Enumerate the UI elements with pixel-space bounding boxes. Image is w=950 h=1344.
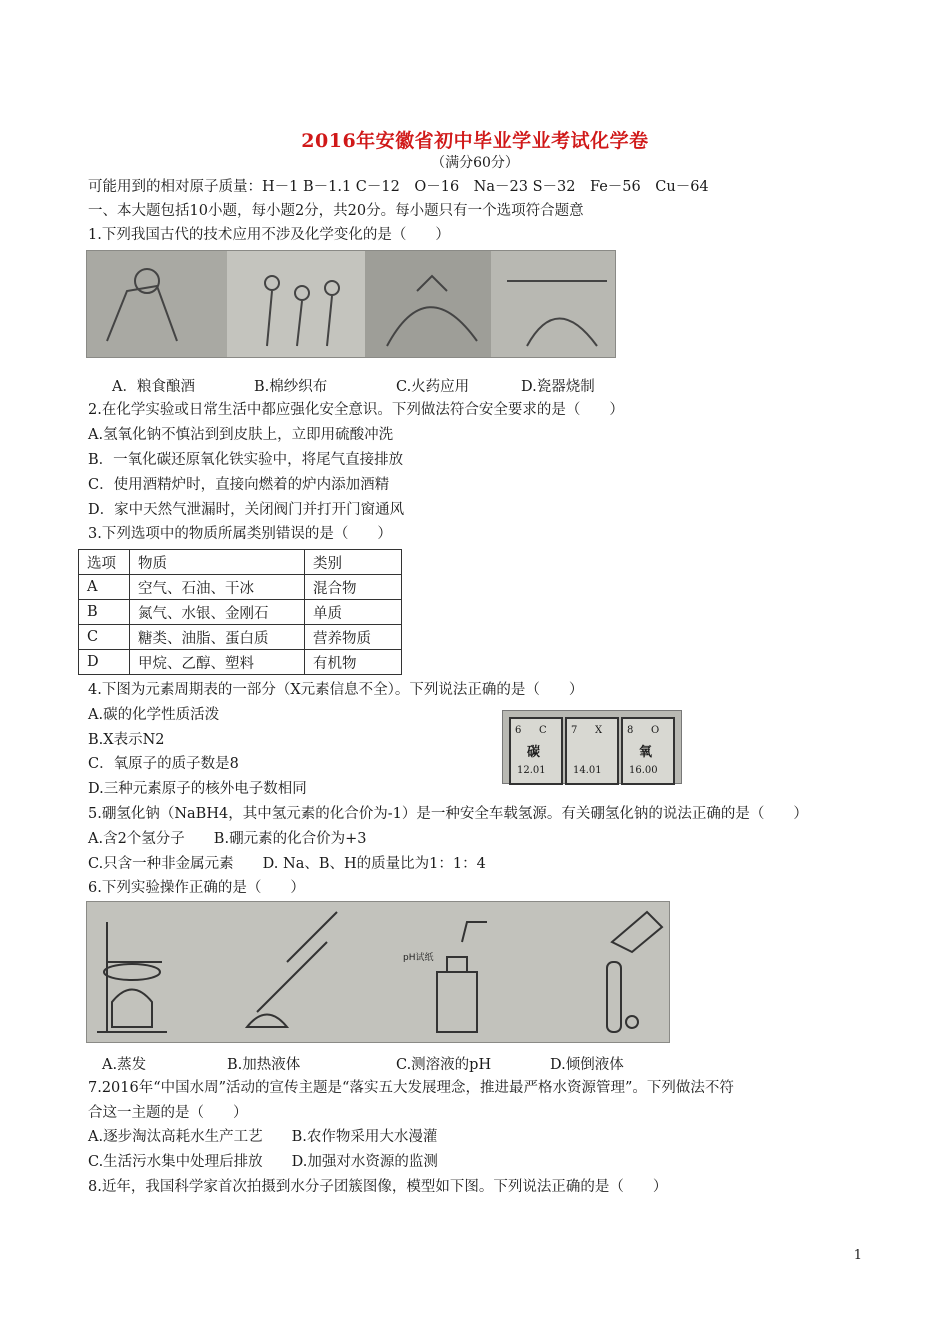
q7-stem-line2: 合这一主题的是（ ） bbox=[88, 1105, 248, 1121]
element-cell-carbon bbox=[509, 717, 563, 785]
q4-option-b: B.X表示N2 bbox=[88, 732, 165, 748]
element-name: 氧 bbox=[639, 745, 653, 760]
page-number: 1 bbox=[853, 1248, 862, 1263]
table-cell: D bbox=[79, 650, 130, 675]
q7-options-ab: A.逐步淘汰高耗水生产工艺 B.农作物采用大水漫灌 bbox=[88, 1129, 438, 1145]
table-cell: 氮气、水银、金刚石 bbox=[130, 600, 305, 625]
table-cell: 甲烷、乙醇、塑料 bbox=[130, 650, 305, 675]
q2-stem: 2.在化学实验或日常生活中都应强化安全意识。下列做法符合安全要求的是（ ） bbox=[88, 402, 624, 418]
q6-illustration bbox=[86, 901, 670, 1043]
q3-stem: 3.下列选项中的物质所属类别错误的是（ ） bbox=[88, 526, 392, 542]
q6-option-c: C.测溶液的pH bbox=[396, 1057, 492, 1073]
table-cell: 混合物 bbox=[305, 575, 402, 600]
table-cell: 有机物 bbox=[305, 650, 402, 675]
table-cell: C bbox=[79, 625, 130, 650]
section-heading: 一、本大题包括10小题，每小题2分，共20分。每小题只有一个选项符合题意 bbox=[88, 203, 584, 219]
table-cell: 空气、石油、干冰 bbox=[130, 575, 305, 600]
element-symbol: O bbox=[651, 725, 660, 736]
table-cell: 单质 bbox=[305, 600, 402, 625]
table-cell: 营养物质 bbox=[305, 625, 402, 650]
element-symbol: C bbox=[539, 725, 547, 736]
element-cell-oxygen bbox=[621, 717, 675, 785]
q7-stem-line1: 7.2016年“中国水周”活动的宣传主题是“落实五大发展理念，推进最严格水资源管理”。下列做法不符 bbox=[88, 1080, 734, 1096]
atomic-mass: 14.01 bbox=[573, 765, 602, 776]
q6-stem: 6.下列实验操作正确的是（ ） bbox=[88, 880, 305, 896]
q5-stem: 5.硼氢化钠（NaBH4，其中氢元素的化合价为-1）是一种安全车载氢源。有关硼氢化钠的说法正确的是（ ） bbox=[88, 806, 808, 822]
table-header-row bbox=[79, 550, 402, 575]
exam-subtitle: （满分60分） bbox=[431, 155, 519, 171]
atomic-number: 6 bbox=[515, 725, 522, 736]
q2-option-c: C．使用酒精炉时，直接向燃着的炉内添加酒精 bbox=[88, 477, 390, 493]
q1-option-c: C.火药应用 bbox=[396, 379, 470, 395]
table-row bbox=[79, 650, 402, 675]
q1-option-b: B.棉纱织布 bbox=[254, 379, 328, 395]
q4-option-d: D.三种元素原子的核外电子数相同 bbox=[88, 781, 307, 797]
table-cell: 糖类、油脂、蛋白质 bbox=[130, 625, 305, 650]
table-header-cell: 物质 bbox=[130, 550, 305, 575]
atomic-masses: 可能用到的相对原子质量：H－1 B－1.1 C－12 O－16 Na－23 S－32 Fe－56 Cu－64 bbox=[88, 179, 709, 195]
q3-table bbox=[78, 549, 402, 675]
q6-option-b: B.加热液体 bbox=[227, 1057, 301, 1073]
table-header-cell: 选项 bbox=[79, 550, 130, 575]
q4-option-c: C．氧原子的质子数是8 bbox=[88, 756, 239, 772]
atomic-number: 7 bbox=[571, 725, 578, 736]
q2-option-d: D．家中天然气泄漏时，关闭阀门并打开门窗通风 bbox=[88, 502, 405, 518]
element-cell-x bbox=[565, 717, 619, 785]
q4-stem: 4.下图为元素周期表的一部分（X元素信息不全）。下列说法正确的是（ ） bbox=[88, 682, 584, 698]
q1-option-a: A．粮食酿酒 bbox=[112, 379, 195, 395]
table-row bbox=[79, 600, 402, 625]
q1-option-d: D.瓷器烧制 bbox=[521, 379, 595, 395]
table-row bbox=[79, 625, 402, 650]
table-cell: A bbox=[79, 575, 130, 600]
q2-option-a: A.氢氧化钠不慎沾到到皮肤上，立即用硫酸冲洗 bbox=[88, 427, 394, 443]
q5-options-cd: C.只含一种非金属元素 D. Na、B、H的质量比为1：1：4 bbox=[88, 856, 486, 872]
ph-paper-label: pH试纸 bbox=[403, 953, 434, 963]
table-cell: B bbox=[79, 600, 130, 625]
q6-option-a: A.蒸发 bbox=[102, 1057, 147, 1073]
element-name: 碳 bbox=[527, 745, 541, 760]
q5-options-ab: A.含2个氢分子 B.硼元素的化合价为+3 bbox=[88, 831, 367, 847]
exam-title: 2016年安徽省初中毕业学业考试化学卷 bbox=[301, 130, 649, 152]
q6-option-d: D.倾倒液体 bbox=[550, 1057, 624, 1073]
q1-illustration bbox=[86, 250, 616, 358]
table-header-cell: 类别 bbox=[305, 550, 402, 575]
q1-scenes-graphic bbox=[87, 251, 615, 357]
q7-options-cd: C.生活污水集中处理后排放 D.加强对水资源的监测 bbox=[88, 1154, 438, 1170]
element-symbol: X bbox=[595, 725, 603, 736]
q8-stem: 8.近年，我国科学家首次拍摄到水分子团簇图像，模型如下图。下列说法正确的是（ ） bbox=[88, 1179, 668, 1195]
table-row bbox=[79, 575, 402, 600]
periodic-table-fragment bbox=[502, 710, 682, 784]
atomic-mass: 16.00 bbox=[629, 765, 658, 776]
atomic-number: 8 bbox=[627, 725, 634, 736]
atomic-mass: 12.01 bbox=[517, 765, 546, 776]
q2-option-b: B．一氧化碳还原氧化铁实验中，将尾气直接排放 bbox=[88, 452, 404, 468]
q6-lab-apparatus-graphic bbox=[87, 902, 669, 1042]
q1-stem: 1.下列我国古代的技术应用不涉及化学变化的是（ ） bbox=[88, 227, 450, 243]
q4-option-a: A.碳的化学性质活泼 bbox=[88, 707, 220, 723]
